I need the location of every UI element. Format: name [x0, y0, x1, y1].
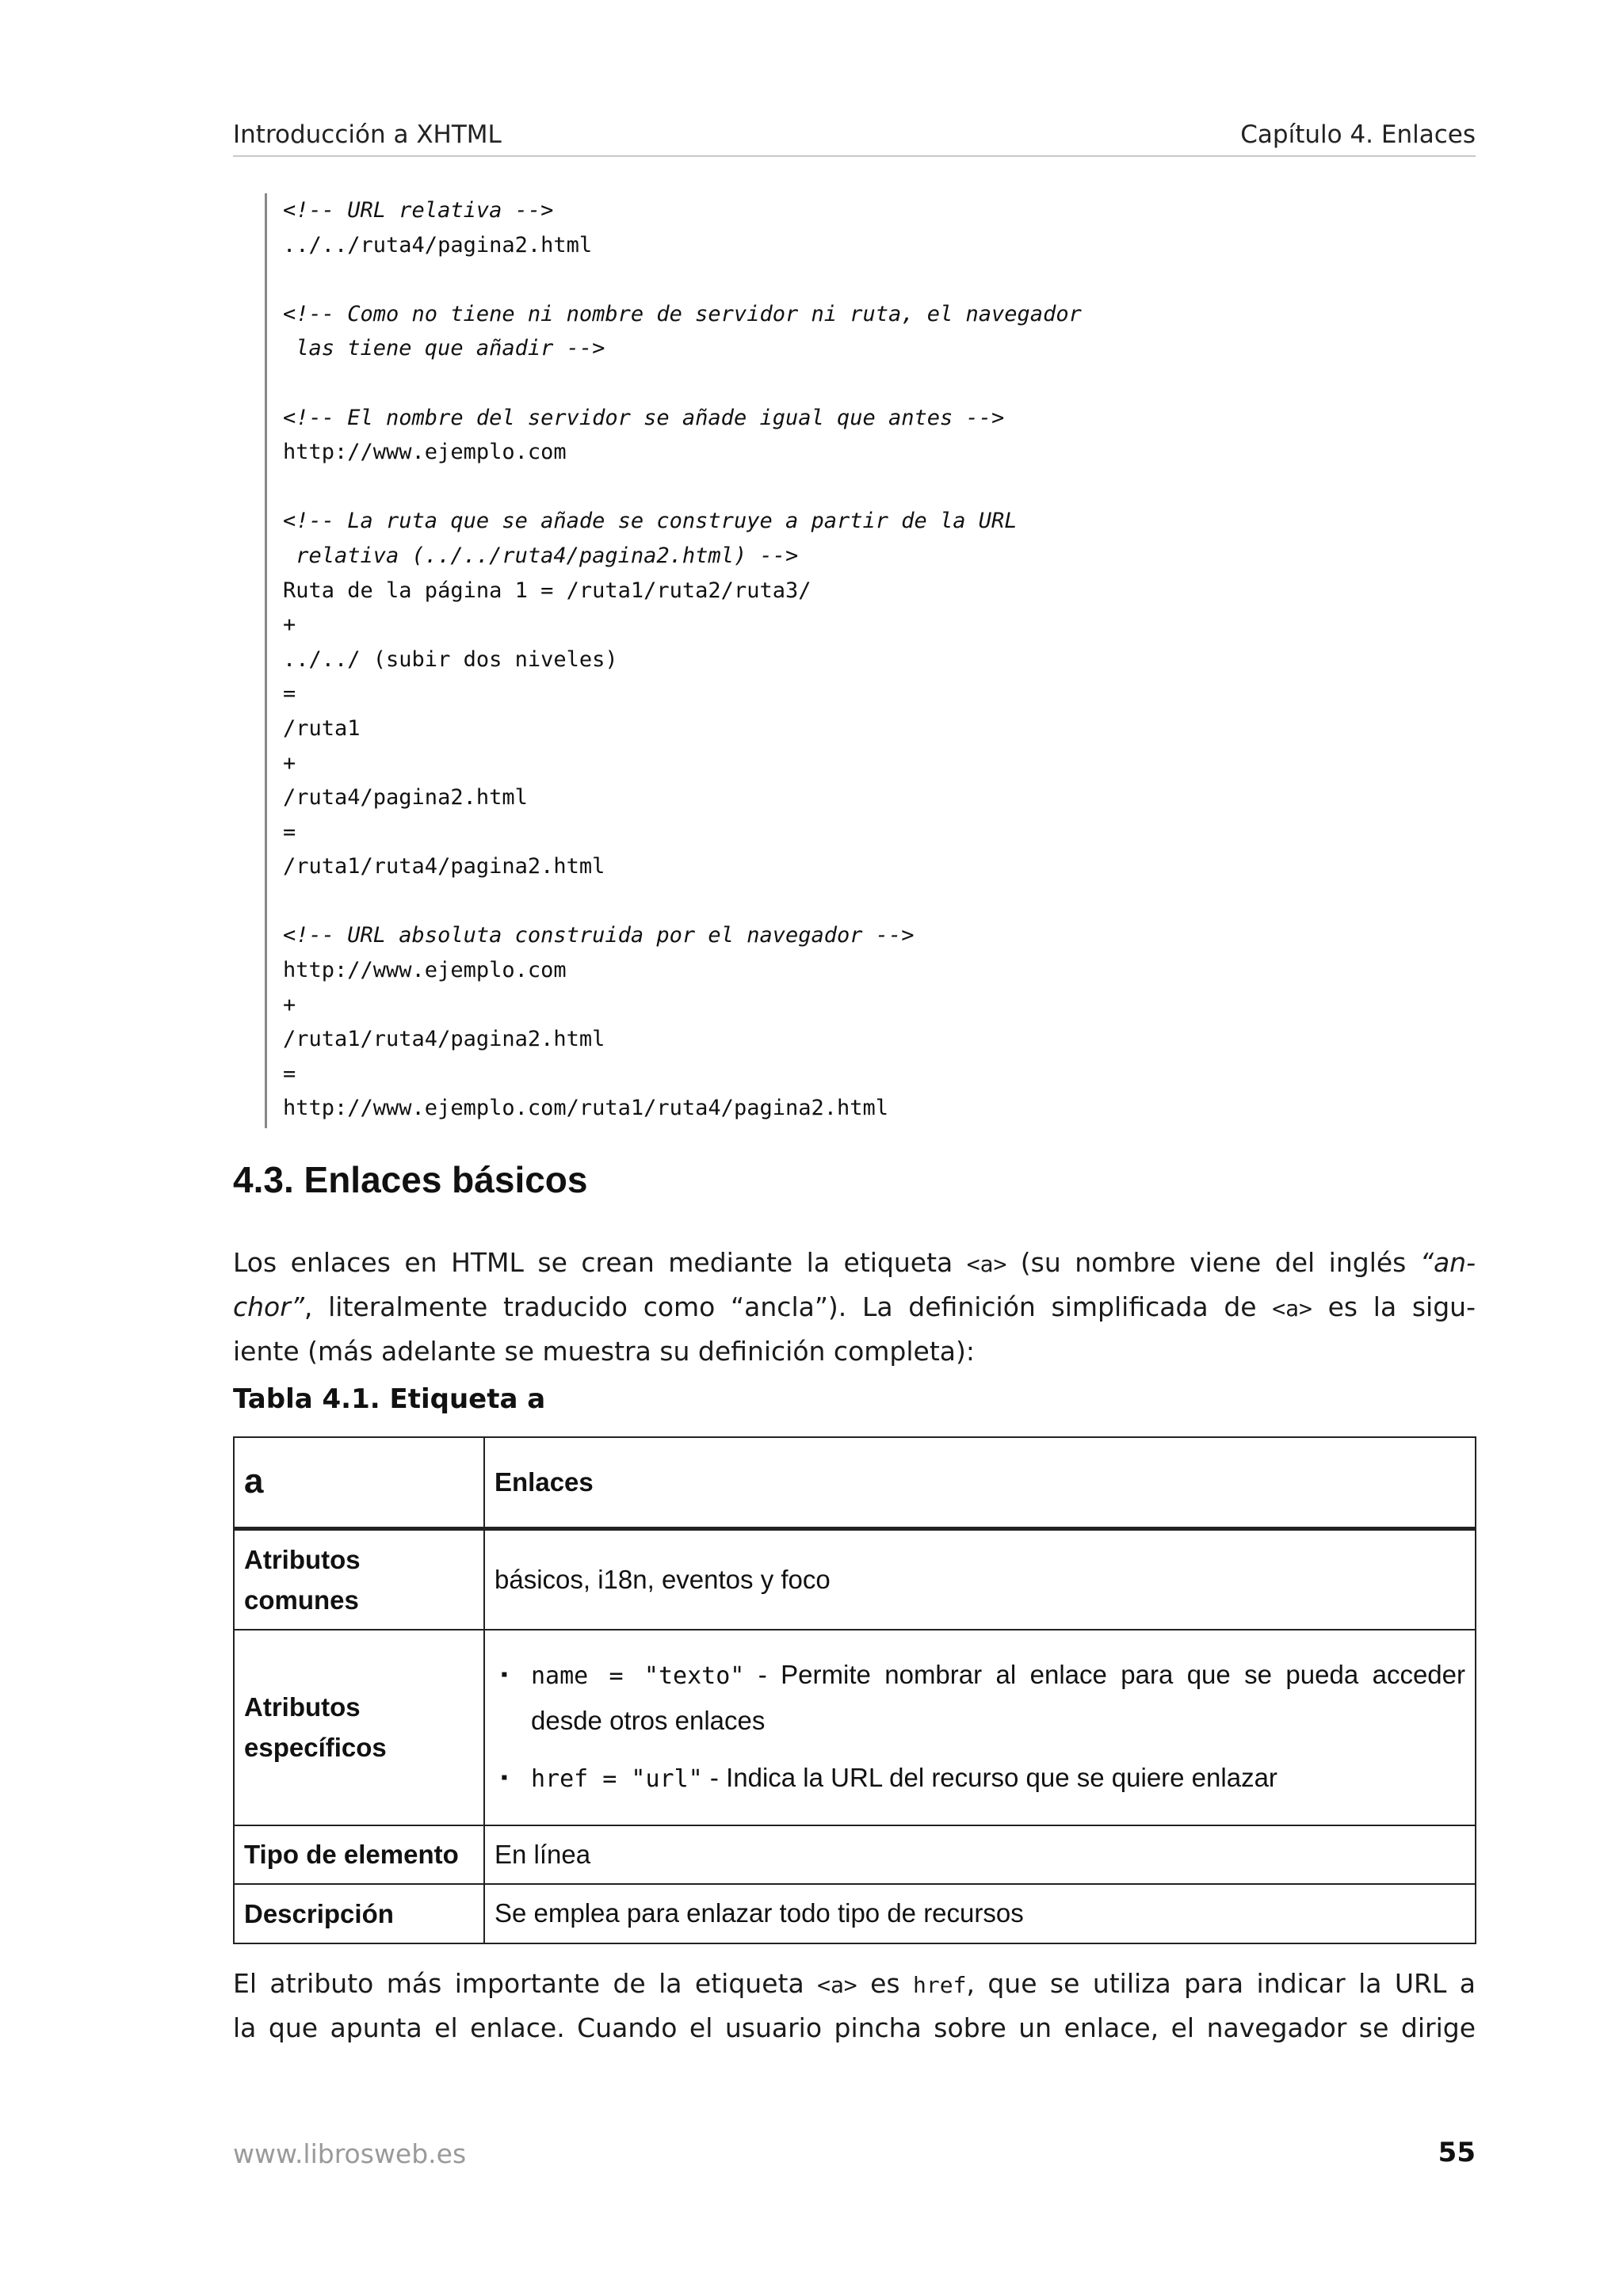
code-line: <!-- Como no tiene ni nombre de servidor ni ruta, el navegador — [283, 301, 1082, 326]
inline-code: <a> — [817, 1972, 857, 1998]
body-line-2: la que apunta el enlace. Cuando el usuario pincha sobre un enlace, el navegador se dirige — [233, 2012, 1476, 2043]
row-label: Atributos comunes — [234, 1529, 484, 1630]
page-number: 55 — [1438, 2137, 1476, 2168]
code-line: + — [283, 612, 296, 638]
code-line: + — [283, 750, 296, 776]
code-line: ../../ (subir dos niveles) — [283, 646, 618, 672]
intro-line-2: chor”, literalmente traducido como “ancla”). La definición simplificada de <a> es la sigu- — [233, 1291, 1476, 1322]
table-row — [234, 1884, 1476, 1943]
code-line — [283, 262, 1453, 297]
code-example — [265, 193, 1453, 1128]
table-row — [234, 1630, 1476, 1825]
row-label: Descripción — [234, 1884, 484, 1943]
code-line: = — [283, 681, 296, 707]
code-line: las tiene que añadir --> — [283, 336, 605, 361]
tag-description-cell: Enlaces — [484, 1437, 1476, 1529]
code-line — [283, 366, 1453, 401]
code-line: Ruta de la página 1 = /ruta1/ruta2/ruta3/ — [283, 578, 812, 603]
table-header-row — [234, 1437, 1476, 1529]
list-item: ▪ name = "texto" - Permite nombrar al enlace para que se pueda acceder desde otros enlaces — [501, 1660, 1465, 1735]
row-value: Se emplea para enlazar todo tipo de recursos — [484, 1884, 1476, 1943]
code-line: = — [283, 1061, 296, 1086]
list-item: ▪ href = "url" - Indica la URL del recurso que se quiere enlazar — [501, 1763, 1277, 1793]
footer-site: www.librosweb.es — [233, 2138, 467, 2169]
code-line: http://www.ejemplo.com/ruta1/ruta4/pagina2.html — [283, 1096, 889, 1121]
inline-code: href — [913, 1972, 967, 1998]
inline-code: <a> — [1272, 1295, 1312, 1322]
row-label: Tipo de elemento — [234, 1825, 484, 1884]
code-line: /ruta1/ruta4/pagina2.html — [283, 854, 605, 879]
code-line: <!-- El nombre del servidor se añade igual que antes --> — [283, 405, 1005, 430]
tag-name-cell: a — [234, 1437, 484, 1529]
code-line: http://www.ejemplo.com — [283, 440, 567, 465]
code-line: <!-- La ruta que se añade se construye a partir de la URL — [283, 509, 1018, 534]
row-value — [484, 1630, 1476, 1825]
intro-paragraph — [233, 1241, 1476, 1374]
table-caption: Tabla 4.1. Etiqueta a — [233, 1383, 546, 1415]
row-label: Atributos específicos — [234, 1630, 484, 1825]
row-value: En línea — [484, 1825, 1476, 1884]
section-heading: 4.3. Enlaces básicos — [233, 1159, 588, 1200]
code-line: ../../ruta4/pagina2.html — [283, 232, 593, 257]
table-row — [234, 1529, 1476, 1630]
tag-reference-table — [233, 1436, 1476, 1944]
code-line: <!-- URL absoluta construida por el navegador --> — [283, 923, 915, 948]
code-line — [283, 884, 1453, 919]
intro-line-1: Los enlaces en HTML se crean mediante la etiqueta <a> (su nombre viene del inglés “an- — [233, 1247, 1476, 1278]
attribute-list — [495, 1653, 1465, 1802]
inline-code: <a> — [966, 1251, 1007, 1277]
running-header — [233, 119, 1476, 157]
code-line: /ruta1/ruta4/pagina2.html — [283, 1027, 605, 1052]
chapter-title: Capítulo 4. Enlaces — [1240, 120, 1476, 149]
row-value: básicos, i18n, eventos y foco — [484, 1529, 1476, 1630]
code-line: relativa (../../ruta4/pagina2.html) --> — [283, 543, 799, 568]
code-line: + — [283, 992, 296, 1017]
intro-line-3: iente (más adelante se muestra su definición completa): — [233, 1336, 975, 1367]
book-title: Introducción a XHTML — [233, 120, 502, 149]
body-paragraph — [233, 1962, 1476, 2050]
code-line — [283, 470, 1453, 505]
code-line: http://www.ejemplo.com — [283, 958, 567, 983]
code-line: <!-- URL relativa --> — [283, 198, 554, 223]
code-line: /ruta4/pagina2.html — [283, 785, 528, 810]
code-line: = — [283, 819, 296, 845]
code-line: /ruta1 — [283, 715, 361, 741]
table-row — [234, 1825, 1476, 1884]
body-line-1: El atributo más importante de la etiqueta <a> es href, que se utiliza para indicar la URL a — [233, 1968, 1476, 1999]
